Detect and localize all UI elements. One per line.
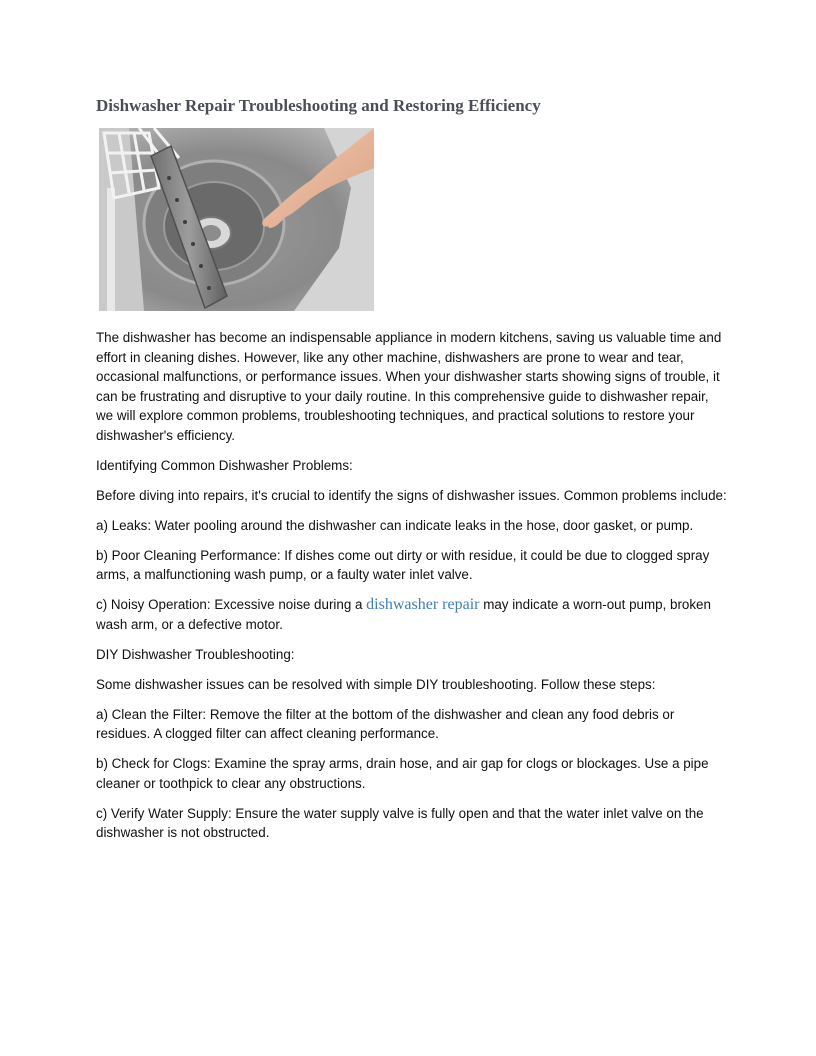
heading-diy-troubleshooting: DIY Dishwasher Troubleshooting: — [96, 646, 295, 662]
noisy-text-after: may indicate a worn-out pump, broken wash arm, or a defective motor. — [96, 597, 711, 632]
list-item-verify-water: c) Verify Water Supply: Ensure the water supply valve is fully open and that the water inlet valve on the dishwasher is not obstructed. — [96, 805, 704, 840]
paragraph-before-repairs: Before diving into repairs, it's crucial to identify the signs of dishwasher issues. Common problems include: — [96, 487, 727, 503]
list-item-check-clogs: b) Check for Clogs: Examine the spray arms, drain hose, and air gap for clogs or blockages. Use a pipe cleaner or toothpick to clear any obstructions. — [96, 756, 709, 791]
page-title: Dishwasher Repair Troubleshooting and Restoring Efficiency — [96, 96, 541, 115]
dishwasher-interior-image — [99, 128, 374, 311]
paragraph-diy-intro: Some dishwasher issues can be resolved with simple DIY troubleshooting. Follow these steps: — [96, 676, 656, 692]
list-item-clean-filter: a) Clean the Filter: Remove the filter at the bottom of the dishwasher and clean any food debris or residues. A clogged filter can affect cleaning performance. — [96, 706, 675, 741]
paragraph-intro: The dishwasher has become an indispensable appliance in modern kitchens, saving us valuable time and effort in cleaning dishes. However, like any other machine, dishwashers are prone to wear and tear, occasional malfunctions, or performance issues. When your dishwasher starts showing signs of trouble, it can be frustrating and disruptive to your daily routine. In this comprehensive guide to dishwasher repair, we will explore common problems, troubleshooting techniques, and practical solutions to restore your dishwasher's efficiency. — [96, 330, 722, 443]
heading-common-problems: Identifying Common Dishwasher Problems: — [96, 457, 353, 473]
article-body — [96, 328, 728, 853]
dishwasher-photo — [99, 128, 374, 311]
noisy-text-before: c) Noisy Operation: Excessive noise during a — [96, 597, 367, 612]
dishwasher-repair-link[interactable]: dishwasher repair — [366, 596, 480, 613]
list-item-noisy-operation — [96, 595, 728, 634]
list-item-leaks: a) Leaks: Water pooling around the dishwasher can indicate leaks in the hose, door gasket, or pump. — [96, 517, 694, 533]
list-item-poor-cleaning: b) Poor Cleaning Performance: If dishes come out dirty or with residue, it could be due to clogged spray arms, a malfunctioning wash pump, or a faulty water inlet valve. — [96, 547, 710, 582]
rack-rail — [107, 188, 115, 311]
